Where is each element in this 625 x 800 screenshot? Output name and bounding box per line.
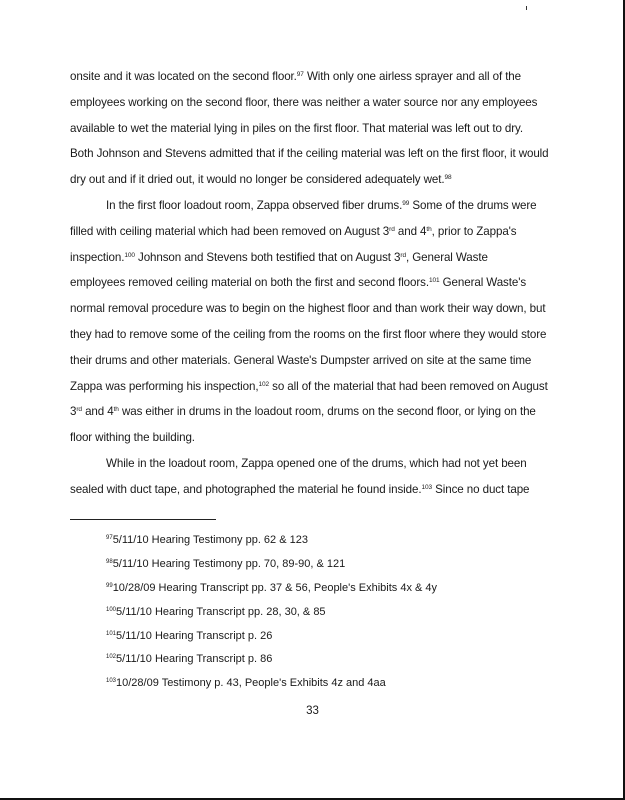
footnote xyxy=(106,553,526,577)
text-run: employees removed ceiling material on both the first and second floors. xyxy=(70,276,429,290)
superscript: 100 xyxy=(124,251,135,259)
text-run: and 4 xyxy=(81,405,114,419)
text-run: General Waste's xyxy=(439,276,527,290)
superscript: th xyxy=(426,225,432,233)
superscript: 98 xyxy=(444,174,452,182)
text-run: inspection. xyxy=(70,250,125,264)
footnote-text: 10/28/09 Hearing Transcript pp. 37 & 56, People's Exhibits 4x & 4y xyxy=(112,581,438,594)
superscript: 102 xyxy=(258,380,269,388)
text-run: available to wet the material lying in piles on the first floor. That material was left out to dry. xyxy=(70,121,524,135)
superscript: th xyxy=(113,406,119,414)
page-number: 33 xyxy=(306,705,319,717)
footnote-number: 98 xyxy=(106,558,113,565)
text-line xyxy=(70,245,550,271)
footnote-text: 5/11/10 Hearing Testimony pp. 70, 89-90, & 121 xyxy=(112,557,346,570)
text-run: , General Waste xyxy=(405,250,488,264)
text-run: , prior to Zappa's xyxy=(431,224,517,238)
superscript: rd xyxy=(389,225,395,233)
text-run: In the first floor loadout room, Zappa observed fiber drums. xyxy=(106,198,403,212)
text-line xyxy=(70,193,550,219)
footnote-number: 103 xyxy=(106,678,117,685)
footnote-text: 10/28/09 Testimony p. 43, People's Exhibits 4z and 4aa xyxy=(116,677,386,690)
superscript: 101 xyxy=(428,277,440,285)
text-run: sealed with duct tape, and photographed the material he found inside. xyxy=(70,482,422,496)
text-run: employees working on the second floor, there was neither a water source nor any employees xyxy=(70,95,538,109)
text-line xyxy=(70,451,550,477)
text-line xyxy=(70,477,550,503)
text-line xyxy=(70,425,550,451)
footnote xyxy=(106,625,526,649)
text-run: Both Johnson and Stevens admitted that if the ceiling material was left on the first floor, it would xyxy=(70,147,549,161)
text-run: so all of the material that had been removed on August xyxy=(269,379,548,393)
text-run: onsite and it was located on the second floor. xyxy=(70,70,297,83)
text-run: normal removal procedure was to begin on the highest floor and than work their way down, but xyxy=(70,302,546,316)
footnote xyxy=(106,648,526,672)
superscript: rd xyxy=(76,406,82,414)
text-line xyxy=(70,141,550,167)
text-run: Johnson and Stevens both testified that on August 3 xyxy=(134,250,401,264)
superscript: 99 xyxy=(402,199,410,207)
text-line xyxy=(70,116,550,142)
text-line xyxy=(70,322,550,348)
text-run: 3 xyxy=(70,405,77,419)
footnote-text: 5/11/10 Hearing Transcript p. 86 xyxy=(116,653,273,666)
footnote-number: 102 xyxy=(106,654,117,661)
footnote-text: 5/11/10 Hearing Testimony pp. 62 & 123 xyxy=(112,534,308,546)
footnote-number: 100 xyxy=(106,606,117,613)
text-line xyxy=(70,348,550,374)
text-run: filled with ceiling material which had been removed on August 3 xyxy=(70,224,390,238)
footnote xyxy=(106,601,526,625)
text-run: Zappa was performing his inspection, xyxy=(70,379,259,393)
text-line xyxy=(70,399,550,425)
footnote-number: 99 xyxy=(106,582,113,589)
footnote-text: 5/11/10 Hearing Transcript p. 26 xyxy=(116,629,273,642)
superscript: 97 xyxy=(296,71,304,78)
text-line xyxy=(70,374,550,400)
text-line xyxy=(70,219,550,245)
text-run: While in the loadout room, Zappa opened one of the drums, which had not yet been xyxy=(106,456,527,470)
text-line xyxy=(70,167,550,193)
text-line xyxy=(70,64,550,90)
text-line xyxy=(70,296,550,322)
footnote-number: 97 xyxy=(106,535,113,541)
footnote-text: 5/11/10 Hearing Transcript pp. 28, 30, & 85 xyxy=(116,605,326,618)
superscript: rd xyxy=(400,251,406,259)
text-run: Some of the drums were xyxy=(409,198,537,212)
text-run: floor withing the building. xyxy=(70,431,195,445)
text-run: they had to remove some of the ceiling from the rooms on the first floor where they would store xyxy=(70,327,547,341)
superscript: 103 xyxy=(421,483,433,491)
text-run: dry out and if it dried out, it would no longer be considered adequately wet. xyxy=(70,173,445,187)
text-run: With only one airless sprayer and all of the xyxy=(303,70,522,83)
footnote-number: 101 xyxy=(106,630,117,637)
footnotes xyxy=(106,529,526,696)
body-text xyxy=(70,64,550,503)
text-run: and 4 xyxy=(394,224,427,238)
text-line xyxy=(70,270,550,296)
footnote xyxy=(106,529,526,553)
footnote xyxy=(106,577,526,601)
text-run: their drums and other materials. General Waste's Dumpster arrived on site at the same time xyxy=(70,353,532,367)
text-run: was either in drums in the loadout room, drums on the second floor, or lying on the xyxy=(118,405,536,419)
text-line xyxy=(70,90,550,116)
footnote xyxy=(106,672,526,696)
scan-mark xyxy=(526,6,527,10)
footnote-separator xyxy=(70,519,216,520)
text-run: Since no duct tape xyxy=(432,482,530,496)
